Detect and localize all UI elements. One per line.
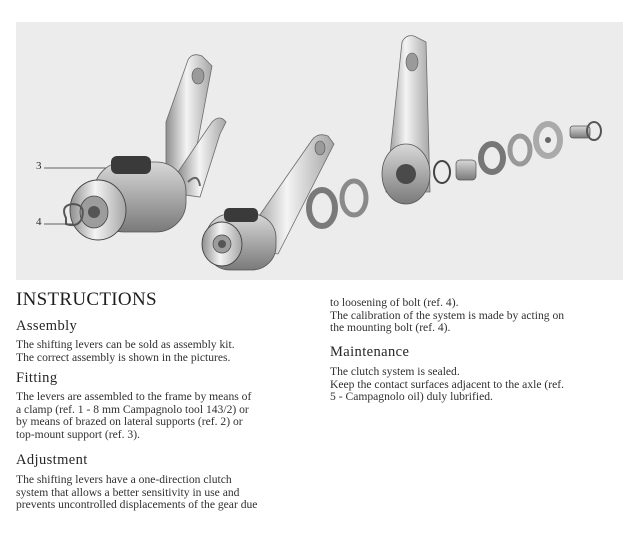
washer-parts xyxy=(309,181,366,226)
small-parts xyxy=(434,122,601,183)
callout-label-3: 3 xyxy=(36,160,42,172)
adjustment-text: The shifting levers have a one-direction clutch system that allows a better sensitivity in use and prevents uncontrolled displacements of the gear due xyxy=(16,473,258,512)
single-lever-assembly xyxy=(202,135,334,270)
assembly-text: The shifting levers can be sold as assembly kit. The correct assembly is shown in the pictures. xyxy=(16,338,235,364)
adjustment-heading: Adjustment xyxy=(16,452,88,468)
maintenance-text: The clutch system is sealed. Keep the contact surfaces adjacent to the axle (ref. 5 - Campagnolo oil) duly lubrified. xyxy=(330,365,565,404)
product-photo xyxy=(16,22,623,280)
document-title: INSTRUCTIONS xyxy=(16,289,157,310)
exploded-lever xyxy=(382,36,430,204)
assembly-heading: Assembly xyxy=(16,318,78,334)
adjustment-text-continued: to loosening of bolt (ref. 4). The calibration of the system is made by acting on the mounting bolt (ref. 4). xyxy=(330,296,565,335)
double-lever-assembly xyxy=(64,55,226,240)
maintenance-heading: Maintenance xyxy=(330,344,410,360)
fitting-heading: Fitting xyxy=(16,370,58,386)
callout-label-4: 4 xyxy=(36,216,42,228)
fitting-text: The levers are assembled to the frame by means of a clamp (ref. 1 - 8 mm Campagnolo tool 143/2) or by means of brazed on lateral supports (ref. 2) or top-mount support (ref. 3). xyxy=(16,390,252,441)
shift-lever-illustration xyxy=(16,22,623,280)
